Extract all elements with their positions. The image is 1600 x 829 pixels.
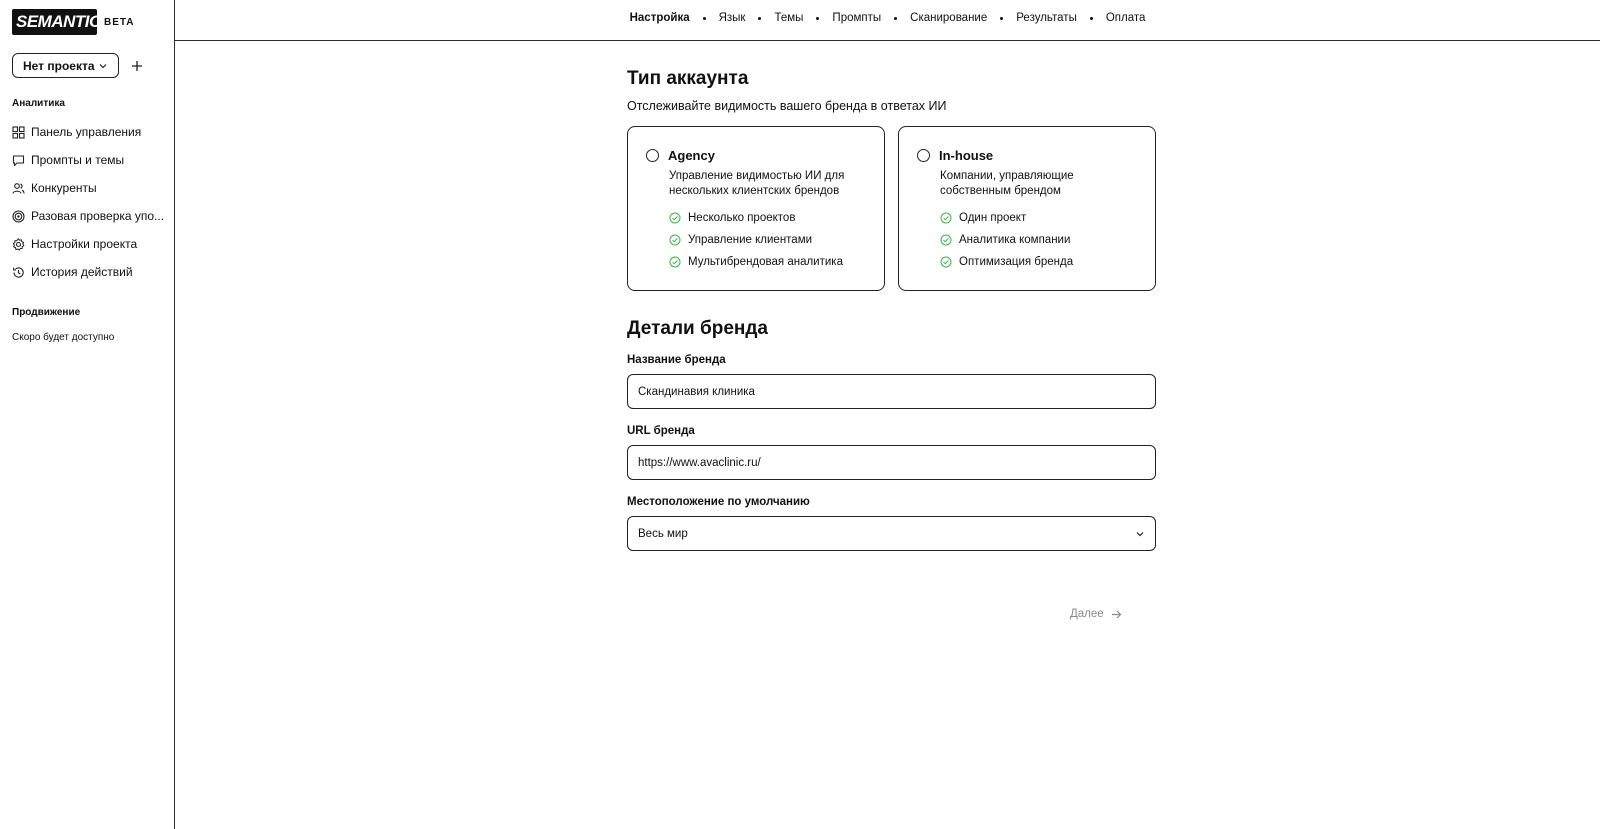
step-topics[interactable]: Темы [774, 12, 804, 24]
step-separator [816, 17, 819, 20]
feature-list [940, 207, 1137, 273]
brand-details-title: Детали бренда [627, 318, 768, 339]
sidebar-item-label: Панель управления [31, 125, 142, 139]
brand-name-field[interactable] [627, 374, 1156, 409]
step-separator [894, 17, 897, 20]
sidebar-item-project-settings[interactable] [12, 230, 167, 258]
sidebar-item-label: Настройки проекта [31, 237, 138, 251]
location-label: Местоположение по умолчанию [627, 496, 810, 508]
next-button[interactable] [1070, 608, 1122, 620]
feature-label: Один проект [959, 212, 1027, 224]
beta-badge: BETA [104, 16, 135, 28]
card-title: Agency [668, 148, 715, 163]
card-header [917, 148, 1137, 163]
step-payment[interactable]: Оплата [1105, 12, 1146, 24]
check-circle-icon [669, 212, 681, 224]
sidebar-item-label: История действий [31, 265, 133, 279]
next-button-label: Далее [1070, 608, 1104, 620]
feature-list [669, 207, 866, 273]
sidebar-item-competitors[interactable] [12, 174, 167, 202]
steps-nav [175, 12, 1600, 24]
step-scanning[interactable]: Сканирование [910, 12, 988, 24]
step-separator [1000, 17, 1003, 20]
brand-url-label: URL бренда [627, 425, 695, 437]
step-separator [1090, 17, 1093, 20]
feature-label: Аналитика компании [959, 234, 1071, 246]
promotion-section-title: Продвижение [12, 307, 81, 318]
card-description: Компании, управляющие собственным брендом [940, 170, 1074, 197]
location-select[interactable] [627, 516, 1156, 551]
account-type-title: Тип аккаунта [627, 68, 749, 89]
feature-label: Несколько проектов [688, 212, 796, 224]
plus-icon [131, 60, 143, 72]
check-circle-icon [940, 212, 952, 224]
feature-label: Управление клиентами [688, 234, 813, 246]
chevron-down-icon [98, 61, 108, 71]
check-circle-icon [940, 256, 952, 268]
feature-item [940, 251, 1137, 273]
agency-radio[interactable] [646, 149, 659, 162]
check-circle-icon [669, 234, 681, 246]
step-separator [758, 17, 761, 20]
feature-item [940, 207, 1137, 229]
step-setup[interactable]: Настройка [629, 12, 690, 24]
feature-item [669, 251, 866, 273]
sidebar [0, 0, 175, 829]
target-icon [12, 210, 25, 223]
card-title: In-house [939, 148, 994, 163]
sidebar-item-prompts[interactable] [12, 146, 167, 174]
feature-label: Оптимизация бренда [959, 256, 1074, 268]
location-select-value: Весь мир [638, 527, 688, 540]
sidebar-item-one-time-check[interactable] [12, 202, 167, 230]
account-type-options [627, 126, 1156, 291]
chevron-down-icon [1135, 529, 1145, 539]
brand-name-label: Название бренда [627, 354, 726, 366]
project-select-label: Нет проекта [23, 58, 95, 73]
step-prompts[interactable]: Промпты [832, 12, 882, 24]
message-icon [12, 154, 25, 167]
history-icon [12, 266, 25, 279]
step-separator [703, 17, 706, 20]
sidebar-item-label: Разовая проверка упо... [31, 209, 165, 223]
account-option-inhouse[interactable] [898, 126, 1156, 291]
brand-name-input[interactable] [638, 386, 1145, 398]
sidebar-item-label: Промпты и темы [31, 153, 125, 167]
brand-url-field[interactable] [627, 445, 1156, 480]
card-header [646, 148, 866, 163]
sidebar-item-dashboard[interactable] [12, 118, 167, 146]
dashboard-icon [12, 126, 25, 139]
card-description: Управление видимостью ИИ для нескольких клиентских брендов [669, 170, 845, 197]
sidebar-item-label: Конкуренты [31, 181, 97, 195]
feature-item [669, 207, 866, 229]
steps-bar [175, 0, 1600, 41]
brand-url-input[interactable] [638, 457, 1145, 469]
check-circle-icon [669, 256, 681, 268]
add-project-button[interactable] [129, 58, 145, 74]
sidebar-item-history[interactable] [12, 258, 167, 286]
project-row [12, 53, 145, 78]
check-circle-icon [940, 234, 952, 246]
main-content [627, 68, 1156, 551]
sidebar-nav [12, 118, 167, 286]
feature-label: Мультибрендовая аналитика [688, 256, 843, 268]
promotion-note: Скоро будет доступно [12, 332, 115, 343]
step-language[interactable]: Язык [718, 12, 746, 24]
project-select[interactable] [12, 53, 119, 78]
logo-wordmark: SEMANTICA [12, 9, 97, 35]
account-type-subtitle: Отслеживайте видимость вашего бренда в ответах ИИ [627, 99, 947, 113]
gear-icon [12, 238, 25, 251]
logo[interactable] [12, 9, 134, 35]
users-icon [12, 182, 25, 195]
feature-item [940, 229, 1137, 251]
inhouse-radio[interactable] [917, 149, 930, 162]
step-results[interactable]: Результаты [1016, 12, 1077, 24]
feature-item [669, 229, 866, 251]
analytics-section-title: Аналитика [12, 98, 65, 109]
account-option-agency[interactable] [627, 126, 885, 291]
arrow-right-icon [1111, 609, 1122, 620]
